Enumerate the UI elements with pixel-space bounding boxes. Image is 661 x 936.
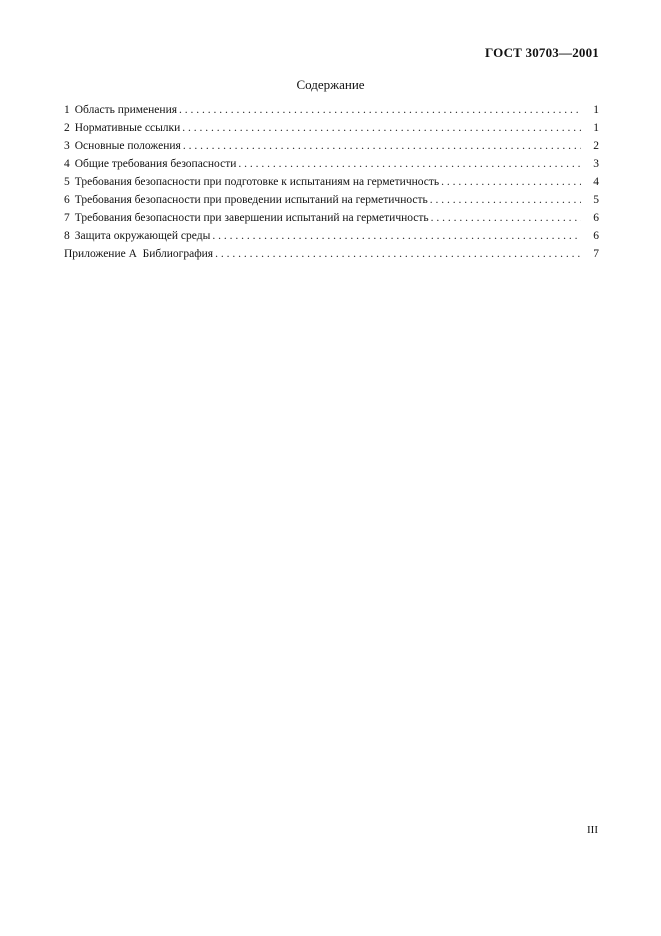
- toc-entry-number: 7: [64, 212, 70, 224]
- toc-entry-label: Требования безопасности при подготовке к испытаниям на герметичность: [74, 176, 440, 188]
- toc-entry-page: 4: [593, 176, 599, 188]
- dot-leader: [182, 119, 581, 137]
- dot-leader: [215, 245, 581, 263]
- toc-entry-page: 3: [593, 158, 599, 170]
- toc-entry-number: 6: [64, 194, 70, 206]
- toc-entry-number: 3: [64, 140, 70, 152]
- toc-entry-label: Защита окружающей среды: [74, 230, 211, 242]
- toc-entry-number: 4: [64, 158, 70, 170]
- toc-entry-number: 8: [64, 230, 70, 242]
- toc-entry-appendix[interactable]: [64, 245, 599, 263]
- toc-entry-page: 5: [593, 194, 599, 206]
- toc-entry-number: 2: [64, 122, 70, 134]
- toc-entry-page: 2: [593, 140, 599, 152]
- document-code: ГОСТ 30703—2001: [484, 45, 599, 60]
- toc-entry-page: 7: [593, 248, 599, 260]
- toc-entry[interactable]: [64, 137, 599, 155]
- toc-entry[interactable]: [64, 191, 599, 209]
- toc-entry-label: Нормативные ссылки: [74, 122, 181, 134]
- dot-leader: [238, 155, 581, 173]
- toc-entry-label: Требования безопасности при проведении испытаний на герметичность: [74, 194, 428, 206]
- dot-leader: [179, 101, 581, 119]
- toc-entry-label: Приложение А Библиография: [64, 248, 214, 260]
- toc-entry[interactable]: [64, 155, 599, 173]
- toc-entry-page: 1: [593, 104, 599, 116]
- toc-entry[interactable]: [64, 209, 599, 227]
- toc-entry[interactable]: [64, 173, 599, 191]
- toc-entry-number: 1: [64, 104, 70, 116]
- toc-entry[interactable]: [64, 227, 599, 245]
- dot-leader: [212, 227, 581, 245]
- toc-entry-page: 1: [593, 122, 599, 134]
- page-number: III: [587, 824, 598, 836]
- dot-leader: [183, 137, 581, 155]
- dot-leader: [430, 191, 581, 209]
- toc-entry-number: 5: [64, 176, 70, 188]
- table-of-contents: [64, 101, 599, 263]
- toc-entry[interactable]: [64, 119, 599, 137]
- toc-entry[interactable]: [64, 101, 599, 119]
- toc-entry-page: 6: [593, 230, 599, 242]
- dot-leader: [431, 209, 581, 227]
- toc-entry-label: Общие требования безопасности: [74, 158, 237, 170]
- toc-entry-label: Основные положения: [74, 140, 181, 152]
- toc-entry-page: 6: [593, 212, 599, 224]
- toc-title: Содержание: [296, 77, 365, 92]
- toc-entry-label: Область применения: [74, 104, 178, 116]
- dot-leader: [441, 173, 581, 191]
- toc-entry-label: Требования безопасности при завершении испытаний на герметичность: [74, 212, 429, 224]
